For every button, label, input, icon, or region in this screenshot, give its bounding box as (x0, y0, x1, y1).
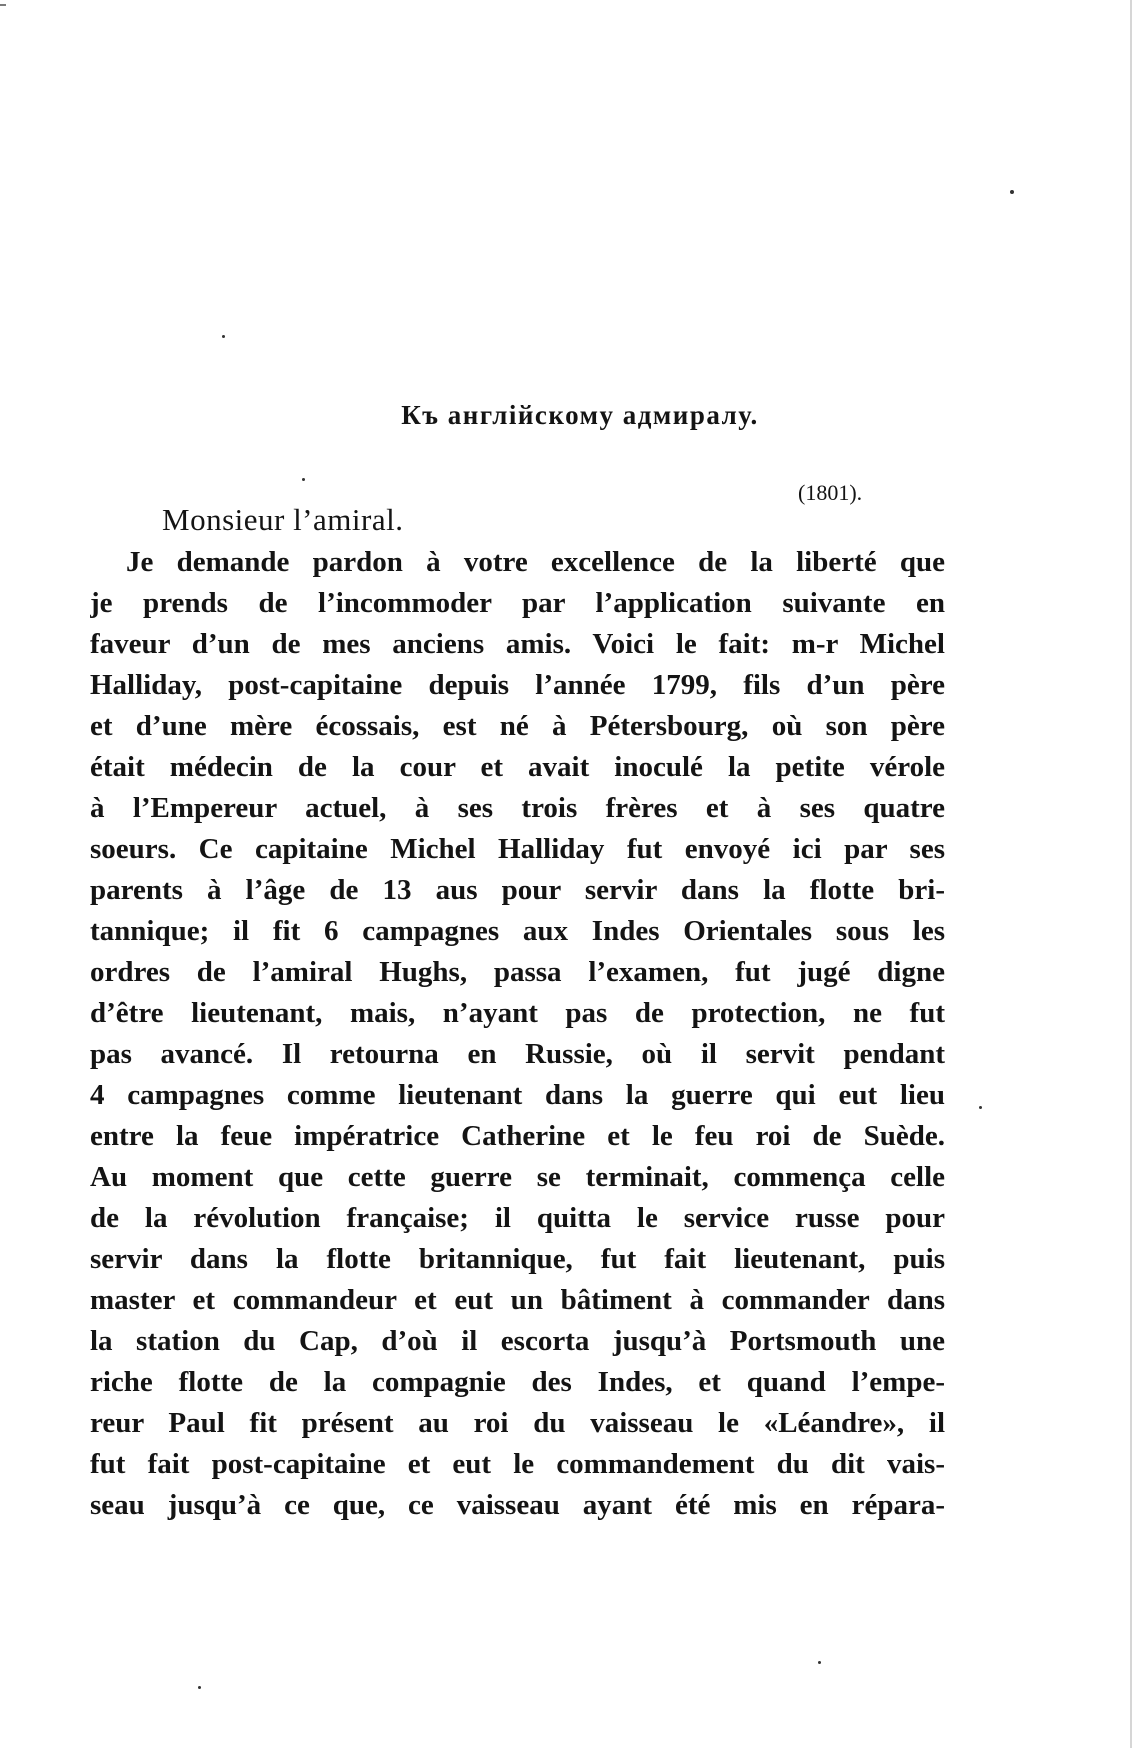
scan-edge-mark (0, 4, 6, 6)
binding-edge-line (1130, 0, 1132, 1748)
text-line: servir dans la flotte britannique, fut fait lieutenant, puis (90, 1243, 945, 1275)
text-line: je prends de l’incommoder par l’application suivante en (90, 587, 945, 619)
text-line: tannique; il fit 6 campagnes aux Indes Orientales sous les (90, 915, 945, 947)
text-line: riche flotte de la compagnie des Indes, et quand l’empe- (90, 1366, 945, 1398)
text-line: entre la feue impératrice Catherine et le feu roi de Suède. (90, 1120, 945, 1152)
scan-speck (222, 335, 225, 338)
text-line: d’être lieutenant, mais, n’ayant pas de protection, ne fut (90, 997, 945, 1029)
text-line: soeurs. Ce capitaine Michel Halliday fut envoyé ici par ses (90, 833, 945, 865)
scan-speck (979, 1106, 982, 1109)
text-line: master et commandeur et eut un bâtiment à commander dans (90, 1284, 945, 1316)
salutation: Monsieur l’amiral. (162, 502, 404, 537)
letter-heading: Къ англійскому адмиралу. (401, 400, 759, 430)
text-line: ordres de l’amiral Hughs, passa l’examen, fut jugé digne (90, 956, 945, 988)
text-line: seau jusqu’à ce que, ce vaisseau ayant été mis en répara- (90, 1489, 945, 1521)
text-line: Je demande pardon à votre excellence de la liberté que (126, 546, 945, 578)
text-line: reur Paul fit présent au roi du vaisseau le «Léandre», il (90, 1407, 945, 1439)
text-line: était médecin de la cour et avait inoculé la petite vérole (90, 751, 945, 783)
text-line: parents à l’âge de 13 aus pour servir dans la flotte bri- (90, 874, 945, 906)
scan-speck (1010, 190, 1014, 194)
text-line: à l’Empereur actuel, à ses trois frères et à ses quatre (90, 792, 945, 824)
text-line: et d’une mère écossais, est né à Pétersbourg, où son père (90, 710, 945, 742)
letter-body (90, 542, 945, 1526)
text-line: 4 campagnes comme lieutenant dans la guerre qui eut lieu (90, 1079, 945, 1111)
text-line: fut fait post-capitaine et eut le commandement du dit vais- (90, 1448, 945, 1480)
text-line: la station du Cap, d’où il escorta jusqu’à Portsmouth une (90, 1325, 945, 1357)
text-line: Au moment que cette guerre se terminait, commença celle (90, 1161, 945, 1193)
scan-speck (198, 1686, 201, 1689)
text-line: pas avancé. Il retourna en Russie, où il servit pendant (90, 1038, 945, 1070)
scan-speck (818, 1661, 821, 1664)
text-line: Halliday, post-capitaine depuis l’année 1799, fils d’un père (90, 669, 945, 701)
scan-speck (302, 478, 305, 481)
text-line: de la révolution française; il quitta le service russe pour (90, 1202, 945, 1234)
text-line: faveur d’un de mes anciens amis. Voici le fait: m-r Michel (90, 628, 945, 660)
letter-date: (1801). (798, 480, 863, 505)
